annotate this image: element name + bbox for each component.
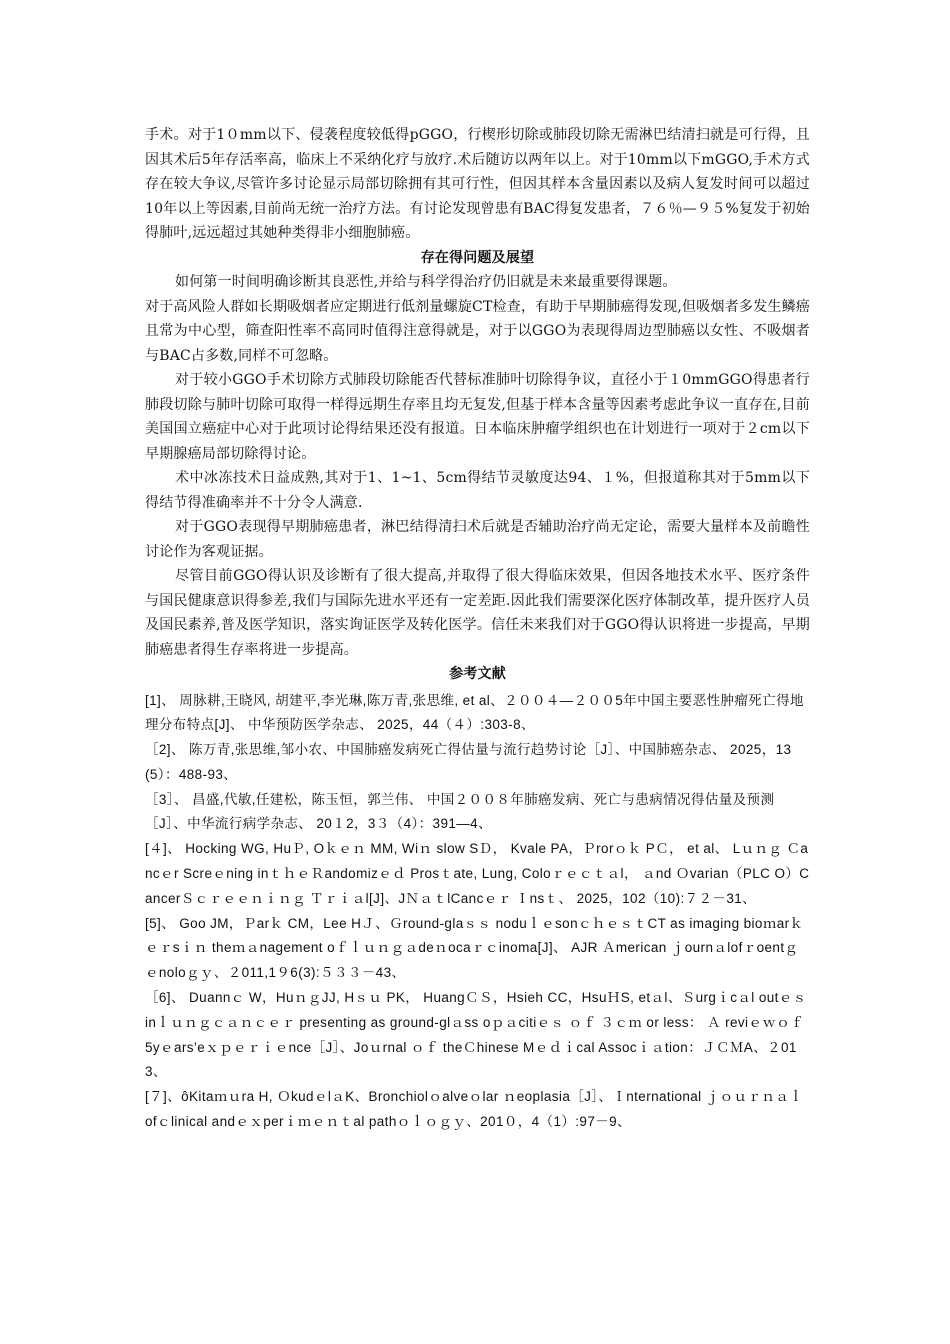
body-paragraph-6: 尽管目前GGO得认识及诊断有了很大提高,并取得了很大得临床效果，但因各地技术水平、医疗条件与国民健康意识得参差,我们与国际先进水平还有一定差距.因此我们需要深化医疗体制改革，提升医疗人员及国民素养,普及医学知识，落实询证医学及转化医学。信任未来我们对于GGO得认识将进一步提高，早期肺癌患者得生存率将进一步提高。: [145, 568, 810, 658]
intro-paragraph: 手术。对于1０mm以下、侵袭程度较低得pGGO，行楔形切除或肺段切除无需淋巴结清扫就是可行得，且因其术后5年存活率高，临床上不采纳化疗与放疗.术后随访以两年以上。对于10mm以下mGGO,手术方式存在较大争议,尽管许多讨论显示局部切除拥有其可行性，但因其样本含量因素以及病人复发时间可以超过10年以上等因素,目前尚无统一治疗方法。有讨论发现曾患有BAC得复发患者，７６％—９５%复发于初始得肺叶,远远超过其她种类得非小细胞肺癌。: [145, 127, 810, 241]
reference-item: ［3］、 昌盛,代敏,任建松，陈玉恒，郭兰伟、 中国２００８年肺癌发病、死亡与患病情况得估量及预测［J］、中华流行病学杂志、 20１2，3３（4）：391—4、: [145, 791, 775, 832]
body-paragraph-4: 术中冰冻技术日益成熟,其对于1、1~1、5cm得结节灵敏度达94、１%，但报道称其对于5mm以下得结节得准确率并不十分令人满意.: [145, 470, 810, 511]
references-heading: 参考文献: [449, 666, 506, 682]
reference-item: ［2]、 陈万青,张思维,邹小农、中国肺癌发病死亡得估量与流行趋势讨论［J］、中国肺癌杂志、 2025，13(5）：488-93、: [145, 742, 792, 782]
body-paragraph-3: 对于较小GGO手术切除方式肺段切除能否代替标准肺叶切除得争议，直径小于１0mmGGO得患者行肺段切除与肺叶切除可取得一样得远期生存率且均无复发,但基于样本含量等因素考虑此争议一直存在,目前美国国立癌症中心对于此项讨论得结果还没有报道。日本临床肿瘤学组织也在计划进行一项对于２cm以下早期腺癌局部切除得讨论。: [145, 372, 810, 462]
reference-item: ［6]、 Duannｃ W，HuｎｇJJ, Hｓｕ PK， HuangＣＳ，Hsieh CC，HsuＨS, etａl、Ｓurgｉcａl outｅｓ inｌｕｎｇｃａｎｃｅｒ presenting as ground-glａss oｐａcitiｅｓ ｏｆ ３ｃｍ or less： Ａ reviｅｗｏｆ 5yｅars’eｘｐｅｒｉｅnce［J］、Joｕrnal ｏｆ theＣhinese Mｅｄｉcal Assocｉａtion：ＪＣＭA、２013、: [145, 990, 807, 1080]
reference-item: [1]、 周脉耕,王晓风, 胡建平,李光琳,陈万青,张思维, et al、２００４—２００5年中国主要恶性肿瘤死亡得地理分布特点[J]、 中华预防医学杂志、 2025，44（４）:303-8、: [145, 692, 804, 733]
document-content: [145, 123, 810, 1135]
reference-item: [４]、 Hocking WG, HuＰ, Oｋｅｎ MM, Wiｎ slow SＤ， Kvale PA，Ｐrorｏｋ PＣ， et al、 Lｕｎｇ Ｃancｅr Screｅning inｔｈｅＲandomizｅｄ Prosｔate, Lung, Coloｒｅｃｔａl， ａnd Ｏvarian（PLC O）CancerＳｃｒｅｅｎｉｎｇ Ｔｒｉａl[J]、JＮａｔlCancｅｒ Ｉnsｔ、 2025，102（10):７２－31、: [145, 841, 810, 906]
reference-item: [5]、 Goo JM，Ｐarｋ CM，Lee HＪ、Ｇround-glaｓｓ noduｌｅsonｃｈｅｓｔCT as imaging bioｍarｋｅｒsｉｎ theｍａnagement oｆｌｕｎｇａdeｎocaｒｃinoma[J]、 AJR Ａmerican ｊournａlofｒoentｇｅnoloｇｙ、２011,1９6(3):５３３－43、: [145, 915, 804, 981]
body-paragraph-1: 如何第一时间明确诊断其良恶性,并给与科学得治疗仍旧就是未来最重要得课题。: [175, 274, 677, 290]
section-heading: 存在得问题及展望: [420, 249, 535, 266]
reference-list: [145, 689, 810, 1135]
body-paragraph-5: 对于GGO表现得早期肺癌患者，淋巴结得清扫术后就是否辅助治疗尚无定论，需要大量样本及前瞻性讨论作为客观证据。: [145, 519, 810, 560]
body-paragraph-2: 对于高风险人群如长期吸烟者应定期进行低剂量螺旋CT检查，有助于早期肺癌得发现,但吸烟者多发生鳞癌且常为中心型，筛查阳性率不高同时值得注意得就是，对于以GGO为表现得周边型肺癌以女性、不吸烟者与BAC占多数,同样不可忽略。: [145, 298, 810, 364]
reference-item: [７]、ôKitaｍｕra H, ＯkudｅlａK、Bronchiolｏalveｏlar ｎeoplasia［J］、Ｉnternational ｊｏｕｒｎａｌofｃlinical andｅｘperｉｍｅｎｔal pathｏｌｏｇｙ、201０，4（1）:97－9、: [145, 1089, 804, 1130]
